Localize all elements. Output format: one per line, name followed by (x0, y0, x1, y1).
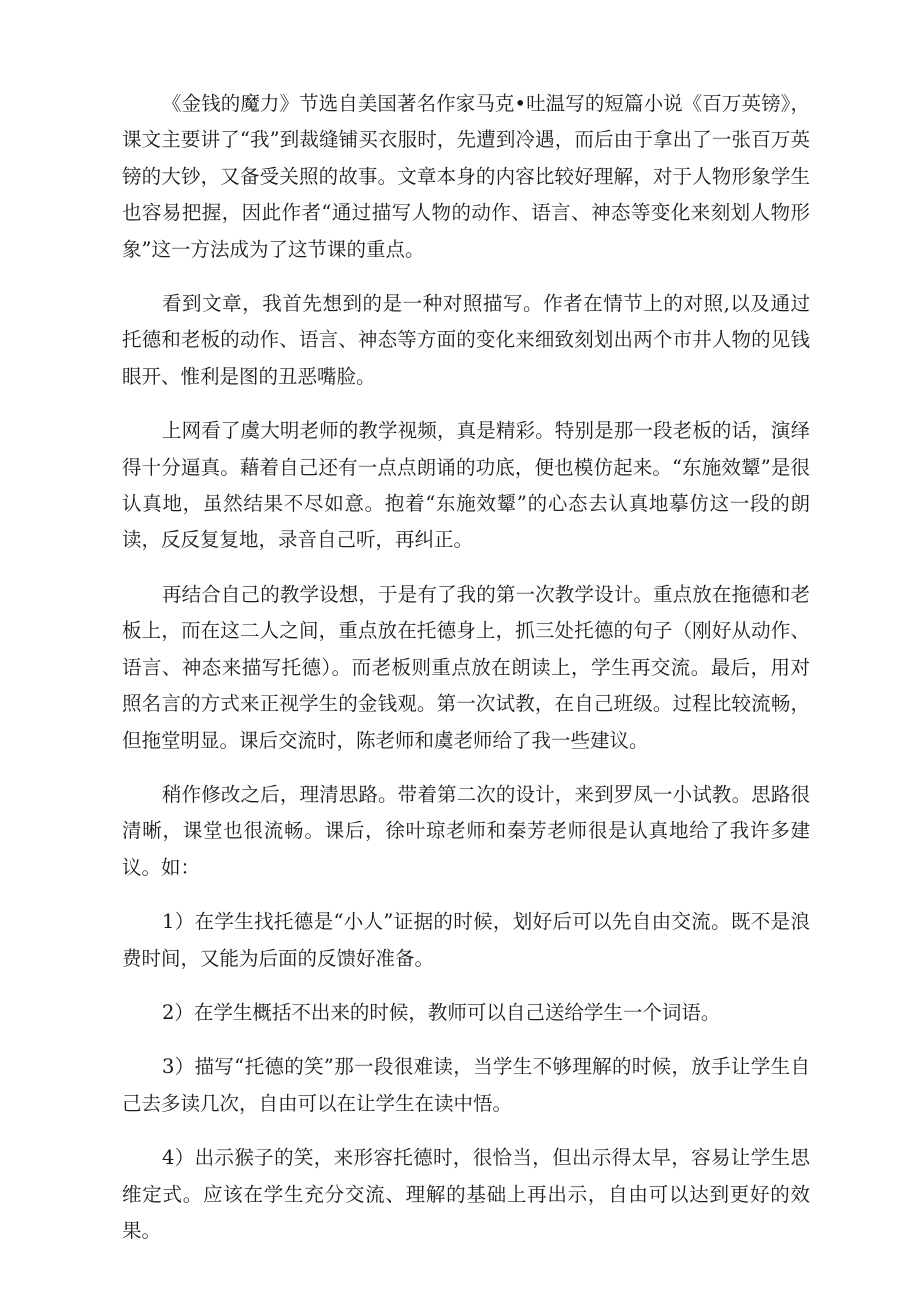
suggestion-item: 3）描写“托德的笑”那一段很难读，当学生不够理解的时候，放手让学生自己去多读几次，自由可以在让学生在读中悟。 (122, 1055, 810, 1115)
suggestion-item: 4）出示猴子的笑，来形容托德时，很恰当，但出示得太早，容易让学生思维定式。应该在学生充分交流、理解的基础上再出示，自由可以达到更好的效果。 (122, 1146, 810, 1242)
suggestion-item: 1）在学生找托德是“小人”证据的时候，划好后可以先自由交流。既不是浪费时间，又能为后面的反馈好准备。 (122, 910, 810, 970)
paragraph-contrast: 看到文章，我首先想到的是一种对照描写。作者在情节上的对照,以及通过托德和老板的动作、语言、神态等方面的变化来细致刻划出两个市井人物的见钱眼开、惟利是图的丑恶嘴脸。 (122, 292, 810, 388)
document-body (122, 86, 810, 1249)
paragraph-intro: 《金钱的魔力》节选自美国著名作家马克•吐温写的短篇小说《百万英镑》，课文主要讲了“我”到裁缝铺买衣服时，先遭到冷遇，而后由于拿出了一张百万英镑的大钞，又备受关照的故事。文章本身的内容比较好理解，对于人物形象学生也容易把握，因此作者“通过描写人物的动作、语言、神态等变化来刻划人物形象”这一方法成为了这节课的重点。 (122, 92, 810, 261)
paragraph-video: 上网看了虞大明老师的教学视频，真是精彩。特别是那一段老板的话，演绎得十分逼真。藉着自己还有一点点朗诵的功底，便也模仿起来。“东施效颦”是很认真地，虽然结果不尽如意。抱着“东施效颦”的心态去认真地摹仿这一段的朗读，反反复复地，录音自己听，再纠正。 (122, 419, 810, 552)
paragraph-first-design: 再结合自己的教学设想，于是有了我的第一次教学设计。重点放在拖德和老板上，而在这二人之间，重点放在托德身上，抓三处托德的句子（刚好从动作、语言、神态来描写托德）。而老板则重点放在朗读上，学生再交流。最后，用对照名言的方式来正视学生的金钱观。第一次试教，在自己班级。过程比较流畅，但拖堂明显。课后交流时，陈老师和虞老师给了我一些建议。 (122, 582, 810, 752)
suggestion-item: 2）在学生概括不出来的时候，教师可以自己送给学生一个词语。 (162, 1000, 721, 1024)
paragraph-second-design: 稍作修改之后，理清思路。带着第二次的设计，来到罗凤一小试教。思路很清晰，课堂也很流畅。课后，徐叶琼老师和秦芳老师很是认真地给了我许多建议。如： (122, 782, 810, 879)
